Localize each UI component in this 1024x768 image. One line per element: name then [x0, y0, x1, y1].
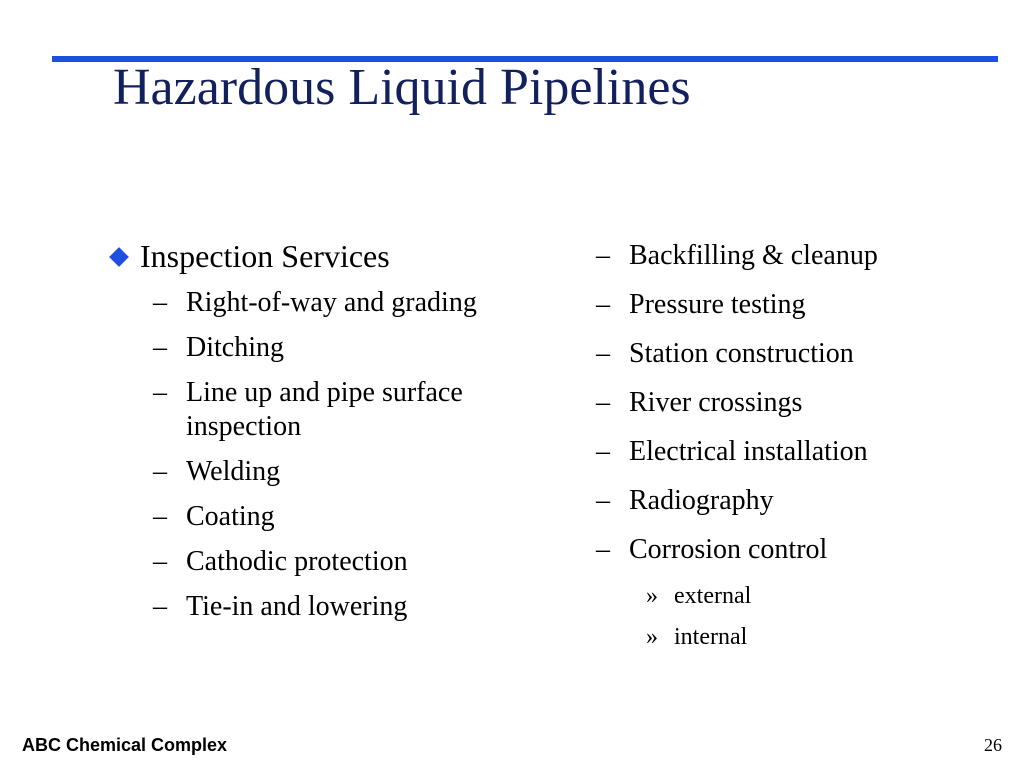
dash-marker: – — [153, 501, 167, 532]
dash-marker: – — [153, 456, 167, 487]
list-item-text: Pressure testing — [629, 289, 806, 320]
list-item-text: River crossings — [629, 387, 803, 418]
list-item-text: Coating — [186, 501, 275, 532]
dash-marker: – — [153, 591, 167, 622]
list-item — [108, 545, 488, 579]
left-column — [108, 236, 488, 635]
list-item — [108, 286, 488, 320]
list-item — [596, 239, 996, 273]
list-item-text: Cathodic protection — [186, 546, 408, 577]
list-item-text: Station construction — [629, 338, 854, 369]
list-item-text: Corrosion control — [629, 534, 828, 565]
list-item-text: Line up and pipe surface inspection — [186, 377, 463, 442]
dash-marker: – — [153, 377, 167, 408]
dash-marker: – — [153, 546, 167, 577]
list-item — [108, 376, 488, 444]
dash-marker: – — [596, 534, 610, 565]
dash-marker: – — [596, 338, 610, 369]
list-item — [596, 337, 996, 371]
list-item — [596, 435, 996, 469]
dash-marker: – — [596, 240, 610, 271]
dash-marker: – — [596, 436, 610, 467]
page-number: 26 — [984, 735, 1002, 755]
list-item-text: Ditching — [186, 332, 284, 363]
list-item-text: Right-of-way and grading — [186, 287, 477, 318]
list-item-text: Electrical installation — [629, 436, 868, 467]
nested-list-item-text: external — [674, 583, 752, 609]
right-column — [596, 239, 996, 664]
nested-list-item — [596, 582, 996, 610]
list-item — [596, 288, 996, 322]
dash-marker: – — [596, 387, 610, 418]
bullet-inspection-services — [108, 236, 488, 276]
list-item — [596, 386, 996, 420]
bullet-label: Inspection Services — [140, 238, 390, 274]
list-item-text: Backfilling & cleanup — [629, 240, 878, 271]
nested-list-item-text: internal — [674, 624, 748, 650]
footer-organization: ABC Chemical Complex — [22, 735, 228, 755]
list-item — [596, 533, 996, 567]
raquo-marker: » — [646, 583, 658, 609]
list-item — [108, 331, 488, 365]
diamond-bullet-icon — [109, 247, 129, 267]
nested-list-item — [596, 623, 996, 651]
list-item — [108, 590, 488, 624]
list-item — [108, 455, 488, 489]
list-item — [108, 500, 488, 534]
list-item-text: Radiography — [629, 485, 774, 516]
list-item — [596, 484, 996, 518]
dash-marker: – — [153, 332, 167, 363]
dash-marker: – — [596, 289, 610, 320]
list-item-text: Tie-in and lowering — [186, 591, 408, 622]
slide-title: Hazardous Liquid Pipelines — [113, 59, 691, 116]
list-item-text: Welding — [186, 456, 281, 487]
dash-marker: – — [153, 287, 167, 318]
dash-marker: – — [596, 485, 610, 516]
raquo-marker: » — [646, 624, 658, 650]
